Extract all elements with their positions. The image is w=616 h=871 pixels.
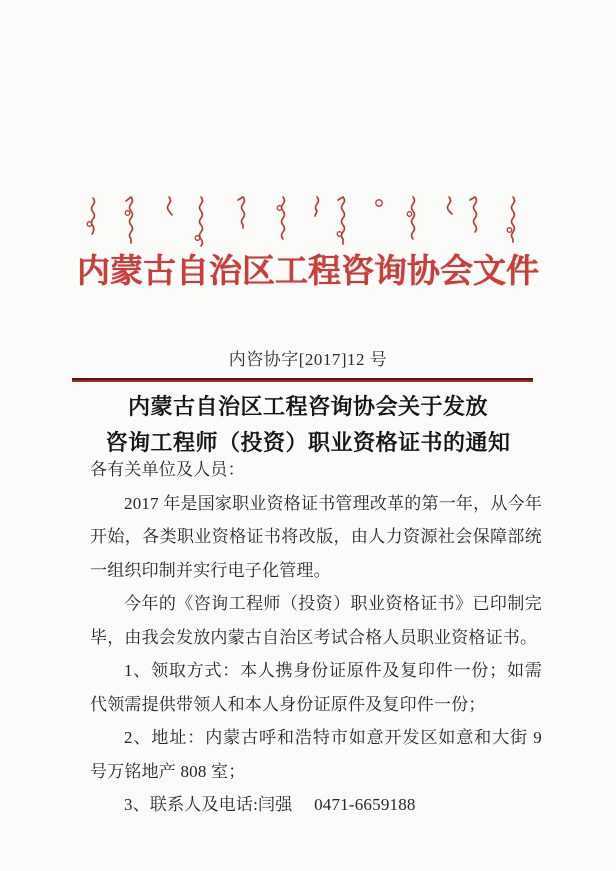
salutation: 各有关单位及人员： (90, 460, 245, 479)
mongolian-word (282, 197, 285, 239)
body-line: 代领需提供带领人和本人身份证原件及复印件一份； (90, 694, 486, 714)
body-line: 号万铭地产 808 室； (90, 761, 246, 781)
document-body (90, 453, 542, 822)
mongolian-word (168, 197, 173, 215)
org-title: 内蒙古自治区工程咨询协会文件 (77, 254, 539, 290)
mongolian-word (512, 197, 515, 242)
body-line contact-line: 3、联系人及电话:闫强 0471-6659188 (124, 795, 416, 814)
mongolian-word (315, 197, 319, 216)
mongolian-word (470, 197, 477, 232)
body-line: 一组织印制并实行电子化管理。 (90, 560, 331, 580)
body-line: 开始，各类职业资格证书将改版，由人力资源社会保障部统 (90, 527, 542, 546)
mongolian-word (338, 197, 345, 244)
mongolian-word (448, 197, 453, 214)
mongolian-word (92, 198, 95, 234)
red-divider (72, 378, 533, 382)
mongolian-script-banner (83, 194, 533, 252)
mongolian-word (238, 197, 245, 228)
body-line: 毕，由我会发放内蒙古自治区考试合格人员职业资格证书。 (90, 627, 538, 647)
doc-number: 内咨协字[2017]12 号 (228, 350, 388, 369)
notice-title-line1: 内蒙古自治区工程咨询协会关于发放 (127, 394, 488, 419)
mongolian-word (412, 197, 415, 239)
body-line: 2017 年是国家职业资格证书管理改革的第一年，从今年 (124, 493, 542, 513)
mongolian-word (376, 200, 382, 206)
body-line: 2、地址：内蒙古呼和浩特市如意开发区如意和大街 9 (124, 728, 542, 747)
mongolian-word (126, 197, 133, 243)
notice-title (0, 389, 616, 461)
notice-title-line2: 咨询工程师（投资）职业资格证书的通知 (105, 430, 511, 455)
body-line: 1、领取方式：本人携身份证原件及复印件一份；如需 (124, 661, 542, 680)
body-line: 今年的《咨询工程师（投资）职业资格证书》已印制完 (124, 594, 542, 613)
